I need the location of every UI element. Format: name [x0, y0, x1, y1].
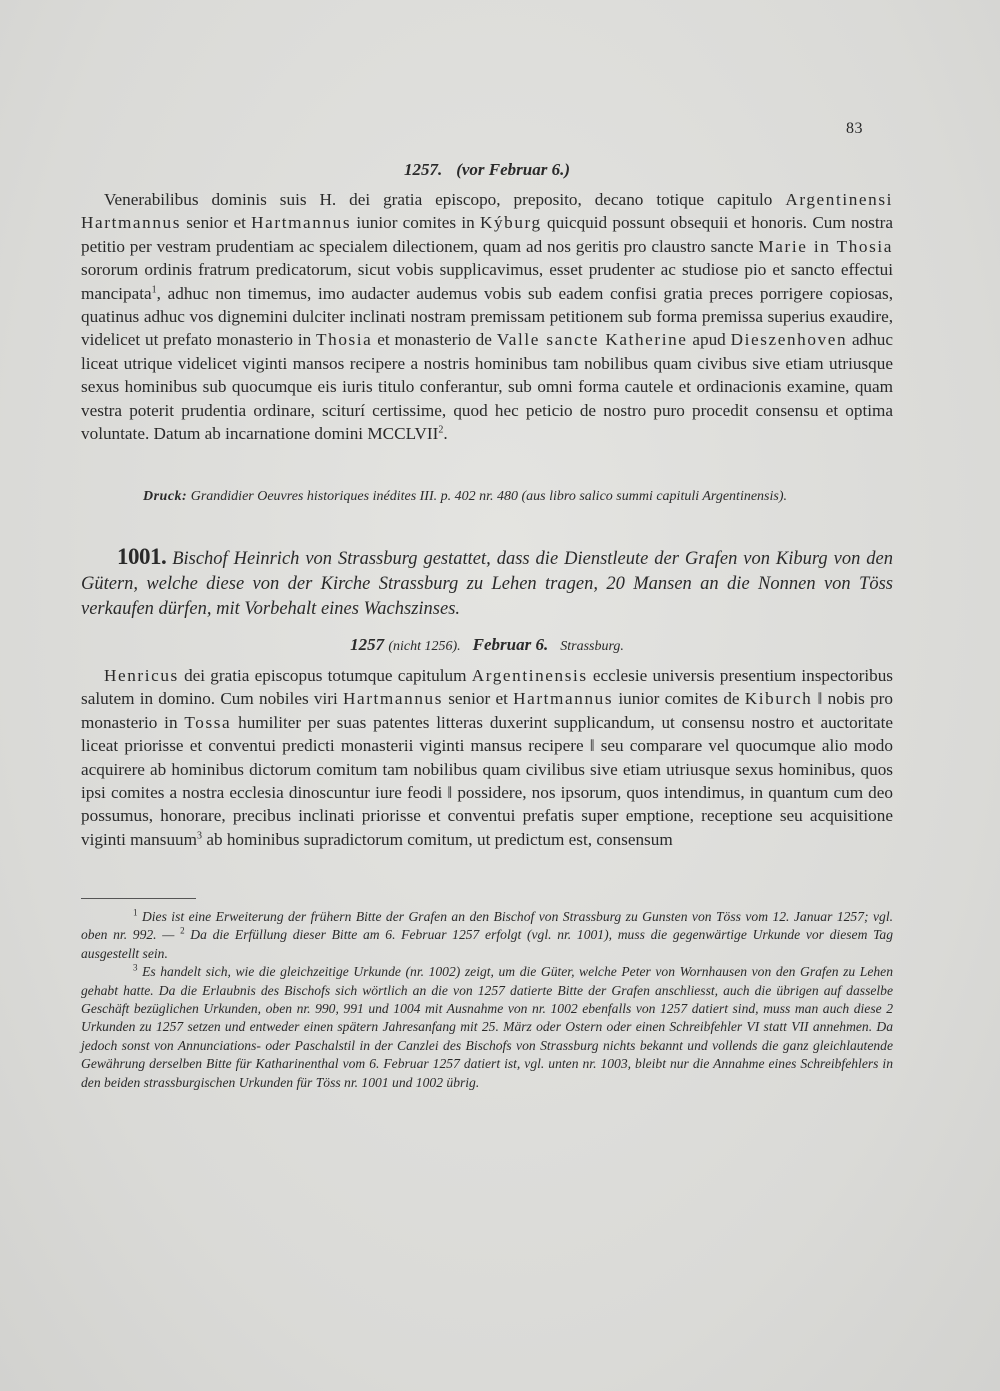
entry-date: (vor Februar 6.)	[456, 160, 571, 179]
place-name: Thosia	[316, 330, 373, 350]
place-name: Tossa	[184, 712, 232, 732]
footnote-ref: 3	[197, 830, 203, 842]
print-source-note	[81, 487, 893, 506]
charter-text-1257	[81, 188, 893, 445]
date-place: Strassburg.	[560, 639, 624, 654]
place-name: Kýburg	[479, 213, 542, 233]
date-month: Februar 6.	[472, 635, 549, 654]
entry-date-heading	[81, 160, 893, 180]
person-name: Hartmannus	[251, 213, 352, 233]
place-name: Marie in Thosia	[758, 236, 893, 256]
charter-paragraph: Henricus dei gratia episcopus totumque capitulum Argentinensis ecclesie universis presentium inspectoribus salutem in domino. Cum nobiles viri Hartmannus senior et Hartmannus iunior comites de Kiburch ‖ nobis pro monasterio in Tossa humiliter per suas patentes litteras duxerint supplicandum, ut consensu nostro et auctoritate liceat priorisse et conventui predicti monasterii viginti mansus recipere ‖ seu comparare vel quocumque alio modo acquirere ab hominibus dictorum comitum tam nobilibus quam civilibus sive etiam utriusque sexus hominibus, quos ipsi comites a nostra ecclesia dinoscuntur iure feodi ‖ possidere, nos ipsorum, quos intendimus, in quantum cum deo possumus, honorare, precibus inclinati priorisse et conventui prefatis super emptione, receptione seu acquisitione viginti mansuum$^3$ ab hominibus supradictorum comitum, ut predictum est, consensum	[81, 666, 894, 849]
regest-date-line	[81, 635, 893, 655]
footnote-text: Da die Erfüllung dieser Bitte am 6. Februar 1257 erfolgt (vgl. nr. 1001), muss die gegenwärtige Urkunde vor diesem Tag ausgestellt sein.	[81, 927, 894, 961]
footnote-ref: 1	[151, 283, 157, 295]
charter-text-1001	[81, 664, 893, 851]
regest-number: 1001.	[117, 544, 167, 569]
person-name: Hartmannus	[81, 213, 182, 233]
place-name: Dieszenhoven	[730, 330, 848, 350]
page-number: 83	[846, 120, 863, 137]
regest-1001	[81, 544, 893, 622]
footnote-mark: 3	[133, 962, 138, 973]
charter-paragraph: Venerabilibus dominis suis H. dei gratia episcopo, preposito, decano totique capitulo Argentinensi Hartmannus senior et Hartmannus iunior comites in Kýburg quicquid possunt obsequii et honoris. Cum nostra petitio per vestram prudentiam ac specialem dilectionem, quam ad nos geritis pro claustro sancte Marie in Thosia sororum ordinis fratrum predicatorum, sicut vobis supplicavimus, esset prudenter ac studiose pio et sancto effectui mancipata$^1$, adhuc non timemus, imo audacter audemus vobis sub eadem confisi gratia preces porrigere copiosas, quatinus adhuc vos dignemini dulciter inclinati nostram premissam petitionem sub forma premissa superius exaudire, videlicet ut prefato monasterio in Thosia et monasterio de Valle sancte Katherine apud Dieszenhoven adhuc liceat utrique videlicet viginti mansos recipere a nostris hominibus tam nobilibus quam civibus sive etiam utriusque sexus hominibus sub quocumque eis iuris titulo conferantur, sub omni forma cautele et ordinacionis examine, quam vestra poterit prudentia ordinare, sciturí certissime, quod hec peticio de nostro puro procedit consensu et optima voluntate. Datum ab incarnatione domini MCCLVII$^2$.	[81, 190, 894, 444]
footnote-mark: 1	[133, 907, 138, 918]
person-name: Hartmannus	[342, 689, 443, 709]
print-source-text: Grandidier Oeuvres historiques inédites III. p. 402 nr. 480 (aus libro salico summi capituli Argentinensis).	[190, 489, 787, 504]
footnote-mark: 2	[180, 925, 185, 936]
footnotes	[81, 908, 893, 1092]
place-name: Argentinensi	[785, 190, 893, 209]
footnote-separator	[81, 898, 196, 899]
regest-summary: Bischof Heinrich von Strassburg gestattet, dass die Dienstleute der Grafen von Kiburg von den Gütern, welche diese von der Kirche Strassburg zu Lehen tragen, 20 Mansen an die Nonnen von Töss verkaufen dürfen, mit Vorbehalt eines Wachszinses.	[81, 549, 893, 619]
footnote-1-2	[81, 908, 893, 963]
place-name: Valle sancte Katherine	[496, 330, 688, 350]
date-note: (nicht 1256).	[388, 639, 461, 654]
footnote-text: Dies ist eine Erweiterung der frühern Bitte der Grafen an den Bischof von Strassburg zu Gunsten von Töss vom 12. Januar 1257; vgl. oben nr. 992. —	[81, 909, 893, 943]
person-name: Hartmannus	[513, 689, 614, 709]
print-source-label: Druck:	[143, 489, 188, 504]
entry-year: 1257.	[403, 160, 443, 179]
footnote-text: Es handelt sich, wie die gleichzeitige Urkunde (nr. 1002) zeigt, um die Güter, welche Peter von Wornhausen von den Grafen zu Lehen gehabt hatte. Da die Erlaubnis des Bischofs sich wörtlich an die von 1257 datierte Bitte der Grafen anschliesst, auch die übrigen auf dasselbe Geschäft bezüglichen Urkunden, oben nr. 990, 991 und 1004 mit Ausnahme von nr. 1002 ebenfalls von 1257 datiert sind, muss man auch diese 2 Urkunden zu 1257 setzen und entweder einen spätern Jahresanfang mit 25. März oder Ostern oder einen Schreibfehler VI statt VII annehmen. Da jedoch sonst von Annunciations- oder Paschalstil in der Canzlei des Bischofs von Strassburg nichts bekannt und vollends die ganz gleichlautende Gewährung derselben Bitte für Katharinenthal vom 6. Februar 1257 datiert ist, vgl. unten nr. 1003, bleibt nur die Annahme eines Schreibfehlers in den beiden strassburgischen Urkunden für Töss nr. 1001 und 1002 übrig.	[81, 964, 893, 1090]
place-name: Argentinensis	[471, 666, 588, 685]
place-name: Kiburch	[744, 689, 813, 709]
footnote-ref: 2	[438, 424, 444, 436]
date-year: 1257	[350, 635, 385, 654]
footnote-3	[81, 963, 893, 1092]
person-name: Henricus	[104, 666, 179, 685]
